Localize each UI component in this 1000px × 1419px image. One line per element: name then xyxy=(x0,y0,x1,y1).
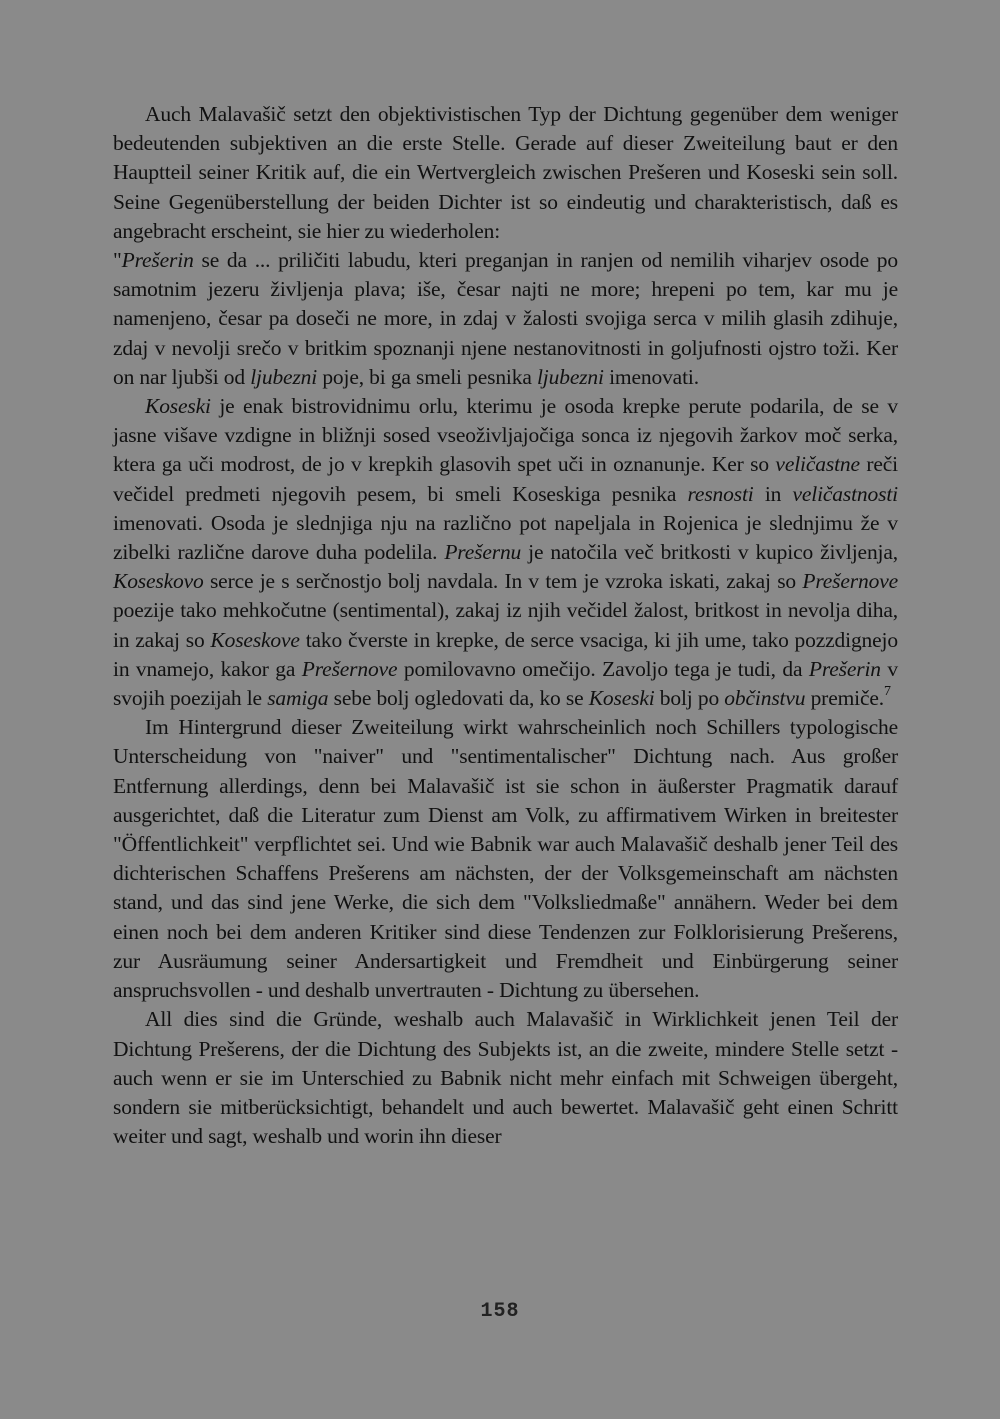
text-segment: premiče. xyxy=(805,686,884,711)
paragraph xyxy=(113,100,898,246)
paragraph xyxy=(113,1005,898,1151)
italic-text: veličastnosti xyxy=(792,481,898,506)
italic-text: Prešerin xyxy=(808,656,881,681)
text-segment: " xyxy=(113,248,122,273)
text-segment: serce je s serčnostjo bolj navdala. In v tem je vzroka iskati, zakaj so xyxy=(203,569,803,594)
text-segment: je enak bistrovidnimu orlu, kterimu je osoda krepke perute podarila, de se v jasne višave vzdigne in bližnji sosed vseoživljajočiga sonca iz njegovih žarkov moč serka, ktera ga uči modrost, de jo v krepkih glasovih spet uči in oznanunje. Ker so xyxy=(113,394,898,477)
paragraph xyxy=(113,246,898,392)
italic-text: Prešernu xyxy=(444,540,522,565)
italic-text: Koseski xyxy=(588,686,655,711)
page-number: 158 xyxy=(480,1300,520,1323)
paragraph xyxy=(113,392,898,713)
text-segment: sebe bolj ogledovati da, ko se xyxy=(328,686,589,711)
paragraph xyxy=(113,713,898,1005)
italic-text: Koseskovo xyxy=(113,569,204,594)
italic-text: ljubezni xyxy=(250,364,318,389)
italic-text: Prešernove xyxy=(802,569,898,594)
text-segment: se da ... priličiti labudu, kteri preganjan in ranjen od nemilih viharjev osode po samotnim jezeru življenja plava; iše, česar najti ne more; hrepeni po tem, kar mu je namenjeno, česar pa doseči ne more, in zdaj v žalosti svojiga serca v milih glasih zdihuje, zdaj v nevolji srečo v britkim spoznanji njene nestanovitnosti in goljufnosti ojstro toži. Ker on nar ljubši od xyxy=(113,248,898,389)
italic-text: resnosti xyxy=(687,481,754,506)
italic-text: Prešerin xyxy=(121,248,194,273)
text-segment: bolj po xyxy=(654,686,725,711)
text-segment: v svojih poezijah le xyxy=(113,656,898,711)
text-segment: Auch Malavašič setzt den objektivistischen Typ der Dichtung gegenüber dem weniger bedeutenden subjektiven an die erste Stelle. Gerade auf dieser Zweiteilung baut er den Hauptteil seiner Kritik auf, die ein Wertvergleich zwischen Prešeren und Koseski sein soll. Seine Gegenüberstellung der beiden Dichter ist so eindeutig und charakteristisch, daß es angebracht erscheint, sie hier zu wiederholen: xyxy=(113,102,898,243)
italic-text: veličastne xyxy=(775,452,860,477)
text-segment: All dies sind die Gründe, weshalb auch Malavašič in Wirklichkeit jenen Teil der Dichtung Prešerens, der die Dichtung des Subjekts ist, an die zweite, mindere Stelle setzt - auch wenn er sie im Unterschied zu Babnik nicht mehr einfach mit Schweigen übergeht, sondern sie mitberücksichtigt, behandelt und auch bewertet. Malavašič geht einen Schritt weiter und sagt, weshalb und worin ihn dieser xyxy=(113,1007,898,1149)
text-segment: reči večidel predmeti njegovih pesem, bi smeli Koseskiga pesnika xyxy=(113,452,898,506)
body-text xyxy=(113,100,898,1151)
text-segment: Im Hintergrund dieser Zweiteilung wirkt wahrscheinlich noch Schillers typologische Unterscheidung von "naiver" und "sentimentalischer" Dichtung nach. Aus großer Entfernung allerdings, denn bei Malavašič ist sie schon in äußerster Pragmatik darauf ausgerichtet, daß die Literatur zum Dienst am Volk, zu affirmativem Wirken in breitester "Öffentlichkeit" verpflichtet sei. Und wie Babnik war auch Malavašič deshalb jener Teil des dichterischen Schaffens Prešerens am nächsten, der der Volksgemeinschaft am nächsten stand, und das sind jene Werke, die sich dem "Volksliedmaße" annähern. Weder bei dem einen noch bei dem anderen Kritiker sind diese Tendenzen zur Folklorisierung Prešerens, zur Ausräumung seiner Andersartigkeit und Fremdheit und Einbürgerung seiner anspruchsvollen - und deshalb unvertrauten - Dichtung zu übersehen. xyxy=(113,715,898,1003)
text-segment: imenovati. Osoda je slednjiga nju na različno pot napeljala in Rojenica je slednjimu že v zibelki različne darove duha podelila. xyxy=(113,510,898,565)
text-segment: tako čverste in krepke, de serce vsaciga, ki jih ume, tako pozzdignejo in vnamejo, kakor ga xyxy=(113,627,898,681)
text-segment: poje, bi ga smeli pesnika xyxy=(317,364,537,389)
italic-text: samiga xyxy=(267,686,329,711)
italic-text: Prešernove xyxy=(301,656,398,681)
text-segment: je natočila več britkosti v kupico življenja, xyxy=(521,540,898,565)
text-segment: in xyxy=(753,481,793,506)
text-segment: poezije tako mehkočutne (sentimental), zakaj iz njih večidel žalost, britkost in nevolja diha, in zakaj so xyxy=(113,598,898,652)
text-segment: pomilovavno omečijo. Zavoljo tega je tudi, da xyxy=(397,656,809,681)
italic-text: Koseski xyxy=(145,394,211,419)
text-segment: imenovati. xyxy=(603,364,699,389)
italic-text: ljubezni xyxy=(536,364,604,389)
italic-text: Koseskove xyxy=(210,627,300,652)
footnote-marker: 7 xyxy=(884,683,891,699)
italic-text: občinstvu xyxy=(724,686,806,711)
